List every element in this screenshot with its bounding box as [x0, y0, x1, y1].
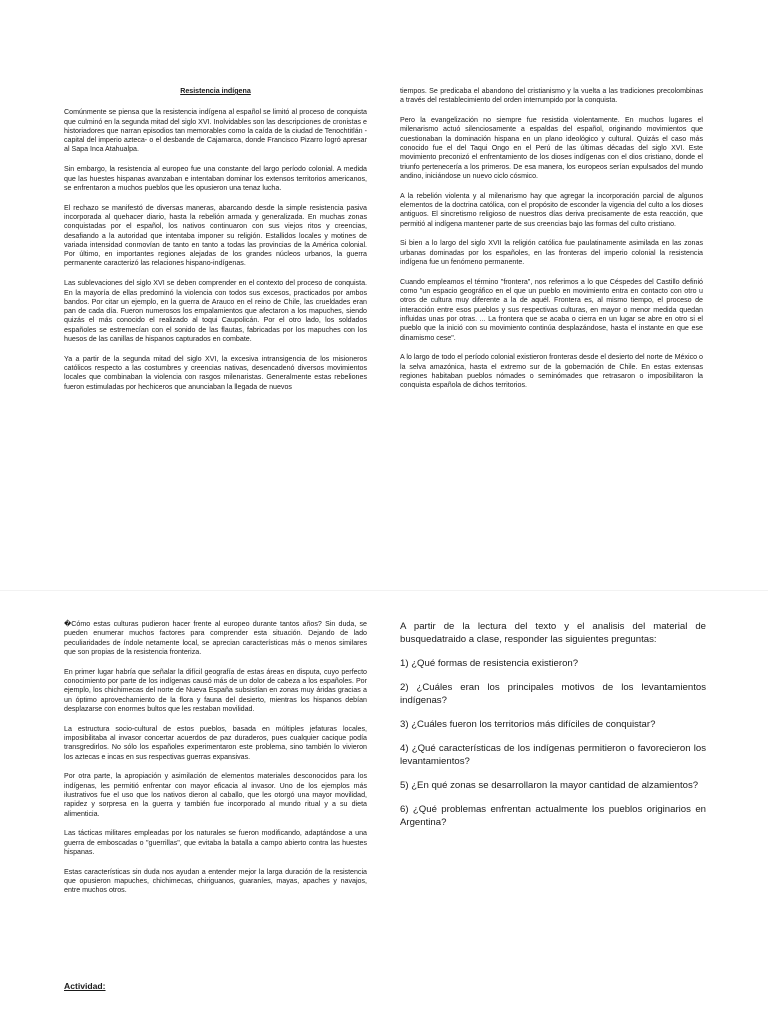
document-title: Resistencia indígena	[180, 87, 251, 95]
question-item: 4) ¿Qué características de los indígenas permitieron o favorecieron los levantamientos?	[400, 743, 706, 768]
paragraph: Comúnmente se piensa que la resistencia indígena al español se limitó al proceso de conquista que culminó en la segunda mitad del siglo XVI. Inolvidables son las descripciones de cronistas e historiadores que narran episodios tan memorables como la caída de la ciudad de Tenochtitlán -capital del imperio azteca- o el desbande de Cajamarca, donde Francisco Pizarro logró apresar al Sapa Inca Atahualpa.	[64, 108, 367, 154]
paragraph: Sin embargo, la resistencia al europeo fue una constante del largo período colonial. A medida que las huestes hispanas avanzaban e intentaban dominar los extensos territorios americanos, se enfrentaron a muchos pueblos que les opusieron una tenaz lucha.	[64, 165, 367, 192]
paragraph: En primer lugar habría que señalar la difícil geografía de estas áreas en disputa, cuyo perfecto conocimiento por parte de los indígenas causó más de un dolor de cabeza a los españoles. Por ejemplo, los chichimecas del norte de Nueva España subsistían en zonas muy áridas gracias a un óptimo aprovechamiento de la flora y fauna del desierto, mientras los hispanos debían desplazarse con enormes bultos que les restaban movilidad.	[64, 667, 367, 713]
right-text-column	[400, 87, 703, 401]
paragraph: Si bien a lo largo del siglo XVII la religión católica fue paulatinamente asimilada en las zonas urbanas dominadas por los españoles, en las fronteras del imperio colonial la resistencia indígena fue un fenómeno permanente.	[400, 239, 703, 266]
paragraph: tiempos. Se predicaba el abandono del cristianismo y la vuelta a las tradiciones precolombinas a través del restablecimiento del orden interrumpido por la conquista.	[400, 87, 703, 105]
paragraph: El rechazo se manifestó de diversas maneras, abarcando desde la simple resistencia pasiva incorporada al quehacer diario, hasta la rebelión armada y generalizada. En muchas zonas conquistadas por el español, los nativos continuaron con sus viejos ritos y creencias, desafiando a la autoridad que intentaba imponer su religión. Estallidos locales y motines de variada intensidad conmovían de tanto en tanto a todas las provincias de la América colonial. Por último, en importantes regiones alejadas de los grandes núcleos urbanos, la guerra permanente caracterizó las relaciones hispano-indígenas.	[64, 203, 367, 268]
paragraph: A la rebelión violenta y al milenarismo hay que agregar la incorporación parcial de algunos elementos de la doctrina católica, con el propósito de esconder la vigencia del culto a los dioses antiguos. El sincretismo religioso de nuestros días deriva precisamente de esta reacción, que permitió al indígena mantener parte de sus creencias bajo las formas del culto cristiano.	[400, 191, 703, 228]
paragraph: Estas características sin duda nos ayudan a entender mejor la larga duración de la resistencia que opusieron mapuches, chichimecas, chiriguanos, guaraníes, mayas, apaches y navajos, entre muchos otros.	[64, 867, 367, 895]
paragraph: Por otra parte, la apropiación y asimilación de elementos materiales desconocidos para los indígenas, les permitió enfrentar con mayor eficacia al invasor. Uno de los ejemplos más ilustrativos fue el uso que los nativos dieron al caballo, que les otorgó una mayor movilidad, rapidez y sorpresa en la guerra y también fue incorporado al mundo ritual y a su dieta alimenticia.	[64, 772, 367, 818]
paragraph: Cuando empleamos el término "frontera", nos referimos a lo que Céspedes del Castillo definió como "un espacio geográfico en el que un pueblo en movimiento entra en contacto con otro u otros de cultura muy diferente a la de aquél. Frontera es, al mismo tiempo, el proceso de interacción entre esos pueblos y sus respectivas culturas, en mayor o menor medida quedan influidas unas por otras. ... La frontera que se acaba o cierra en un lugar se abre en otro si el pueblo que la inició con su movimiento continúa desplazándose, hasta el instante en que ese dinamismo cese".	[400, 277, 703, 342]
paragraph: Ya a partir de la segunda mitad del siglo XVI, la excesiva intransigencia de los misioneros católicos respecto a las costumbres y creencias nativas, desencadenó diversos movimientos locales que combinaban la violencia con rasgos milenaristas. Generalmente estas rebeliones fueron estimuladas por hechiceros que anunciaban la llegada de nuevos	[64, 354, 367, 391]
left-text-column	[64, 620, 367, 906]
paragraph: Las sublevaciones del siglo XVI se deben comprender en el contexto del proceso de conquista. En la mayoría de ellas predominó la violencia con todos sus excesos, practicados por ambos bandos. Por citar un ejemplo, en la guerra de Arauco en el reino de Chile, las crueldades eran pan de cada día. Fueron numerosos los empalamientos que afectaron a los mapuches, siendo quizás el más conocido el realizado al toqui Caupolicán. Por el otro lado, los soldados españoles se estremecían con el sonido de las flautas, fabricadas por los mapuches con los huesos de las canillas de hispanos capturados en combate.	[64, 279, 367, 344]
questions-column	[400, 620, 706, 840]
question-item: 6) ¿Qué problemas enfrentan actualmente los pueblos originarios en Argentina?	[400, 804, 706, 829]
paragraph: �Cómo estas culturas pudieron hacer frente al europeo durante tantos años? Sin duda, se pueden enumerar muchos factores para comprender esta situación. Dejando de lado peculiaridades de índole netamente local, se aprecian características más o menos similares que son propias de la resistencia fronteriza.	[64, 620, 367, 656]
questions-intro: A partir de la lectura del texto y el analisis del material de busquedatraido a clase, responder las siguientes preguntas:	[400, 621, 706, 646]
question-item: 2) ¿Cuáles eran los principales motivos de los levantamientos indígenas?	[400, 682, 706, 707]
paragraph: Pero la evangelización no siempre fue resistida violentamente. En muchos lugares el milenarismo actuó silenciosamente a espaldas del español, originando movimientos que cuestionaban la dominación hispana en un plano ideológico y cultural. Quizás el caso más conocido fue el del Taqui Ongo en el Perú de las últimas décadas del siglo XVI. Este movimiento preconizó el enfrentamiento de los dioses indígenas con el dios cristiano, donde el triunfo pertenecería a los primeros. De esa manera, los europeos serían expulsados del mundo andino, iniciándose un nuevo ciclo cósmico.	[400, 116, 703, 180]
activity-heading: Actividad:	[64, 981, 106, 991]
question-item: 1) ¿Qué formas de resistencia existieron?	[400, 658, 579, 670]
question-item: 3) ¿Cuáles fueron los territorios más difíciles de conquistar?	[400, 719, 656, 731]
left-text-column	[64, 87, 367, 403]
question-item: 5) ¿En qué zonas se desarrollaron la mayor cantidad de alzamientos?	[400, 780, 699, 792]
paragraph: La estructura socio-cultural de estos pueblos, basada en múltiples jefaturas locales, imposibilitaba al invasor concertar acuerdos de paz duraderos, pues cualquier cacique podía transgredirlos. No sólo los españoles experimentaron este problema, sino también lo vivieron los aztecas e incas en sus respectivas guerras expansivas.	[64, 724, 367, 761]
paragraph: A lo largo de todo el período colonial existieron fronteras desde el desierto del norte de México o la selva amazónica, hasta el extremo sur de la gobernación de Chile. En estas extensas regiones habitaban pueblos nómades o seminómades que retrasaron o imposibilitaron la conquista española de dichos territorios.	[400, 353, 703, 390]
paragraph: Las tácticas militares empleadas por los naturales se fueron modificando, adaptándose a una guerra de emboscadas o "guerrillas", que evitaba la batalla a campo abierto contra las huestes hispanas.	[64, 829, 367, 856]
